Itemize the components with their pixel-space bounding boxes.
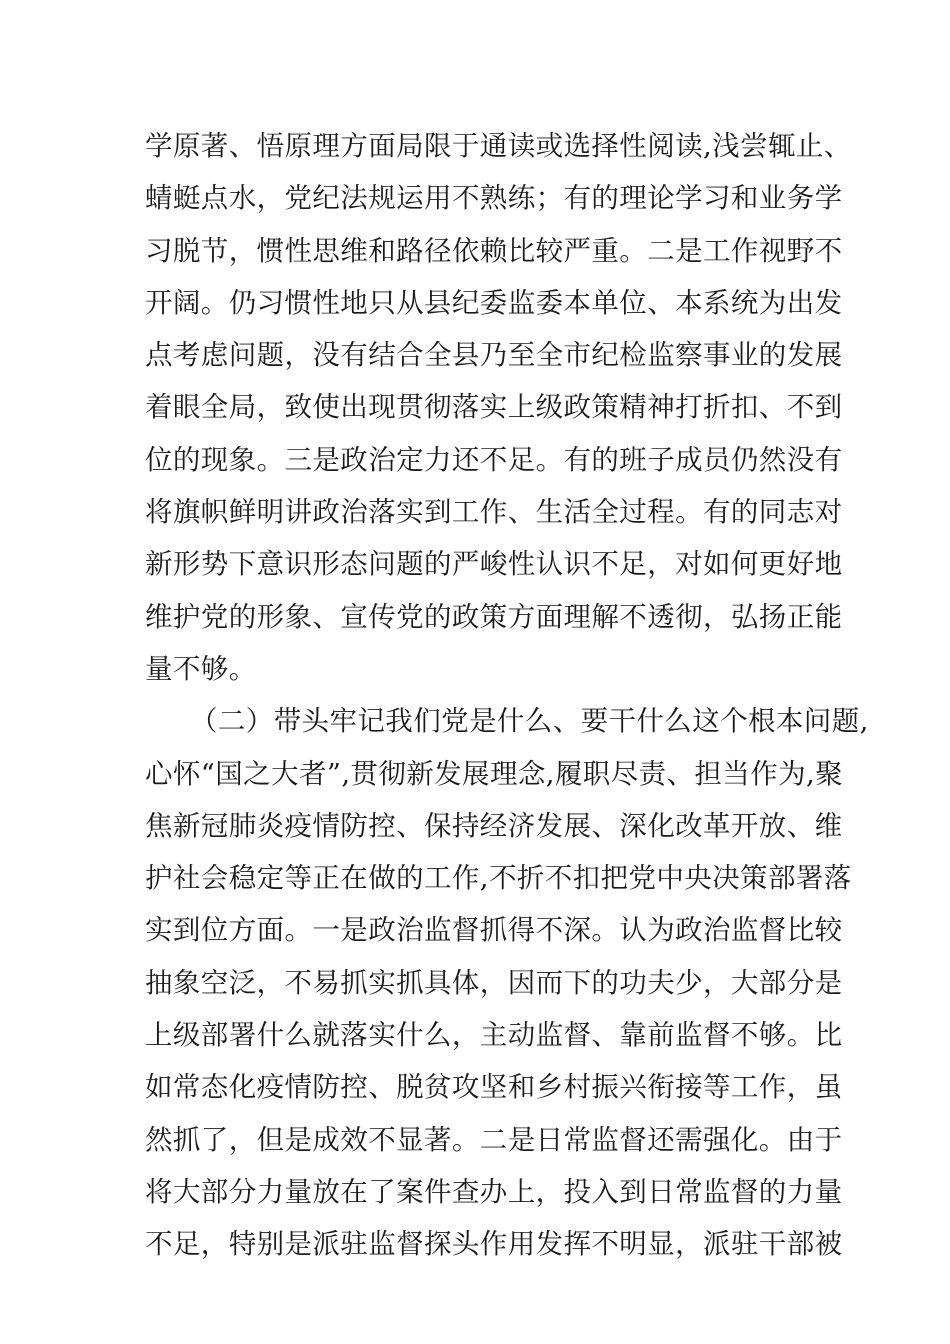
text-line: 维护党的形象、宣传党的政策方面理解不透彻，弘扬正能: [145, 600, 843, 633]
text-line: 如常态化疫情防控、脱贫攻坚和乡村振兴衔接等工作，虽: [145, 1071, 843, 1104]
text-line: 上级部署什么就落实什么，主动监督、靠前监督不够。比: [145, 1019, 843, 1052]
text-line: 位的现象。三是政治定力还不足。有的班子成员仍然没有: [145, 443, 843, 476]
text-line: 习脱节，惯性思维和路径依赖比较严重。二是工作视野不: [145, 234, 843, 267]
section-heading-line: （二）带头牢记我们党是什么、要干什么这个根本问题,: [190, 705, 869, 738]
text-line: 开阔。仍习惯性地只从县纪委监委本单位、本系统为出发: [145, 286, 843, 319]
text-line: 抽象空泛，不易抓实抓具体，因而下的功夫少，大部分是: [145, 966, 843, 999]
text-line: 蜻蜓点水，党纪法规运用不熟练；有的理论学习和业务学: [145, 182, 843, 215]
text-line: 点考虑问题，没有结合全县乃至全市纪检监察事业的发展: [145, 339, 843, 372]
text-line: 将旗帜鲜明讲政治落实到工作、生活全过程。有的同志对: [145, 496, 843, 529]
body-text: [145, 120, 869, 1271]
text-line: 量不够。: [145, 652, 257, 685]
text-line: 焦新冠肺炎疫情防控、保持经济发展、深化改革开放、维: [145, 809, 843, 842]
text-line: 将大部分力量放在了案件查办上，投入到日常监督的力量: [145, 1175, 843, 1208]
text-line: 实到位方面。一是政治监督抓得不深。认为政治监督比较: [145, 914, 843, 947]
text-line: 然抓了，但是成效不显著。二是日常监督还需强化。由于: [145, 1123, 843, 1156]
text-line: 护社会稳定等正在做的工作,不折不扣把党中央决策部署落: [145, 862, 852, 895]
text-line: 新形势下意识形态问题的严峻性认识不足，对如何更好地: [145, 548, 843, 581]
text-line: 着眼全局，致使出现贯彻落实上级政策精神打折扣、不到: [145, 391, 843, 424]
text-line: 心怀“国之大者”,贯彻新发展理念,履职尽责、担当作为,聚: [145, 757, 844, 790]
text-line: 学原著、悟原理方面局限于通读或选择性阅读,浅尝辄止、: [145, 130, 852, 162]
text-line: 不足，特别是派驻监督探头作用发挥不明显，派驻干部被: [145, 1228, 843, 1261]
